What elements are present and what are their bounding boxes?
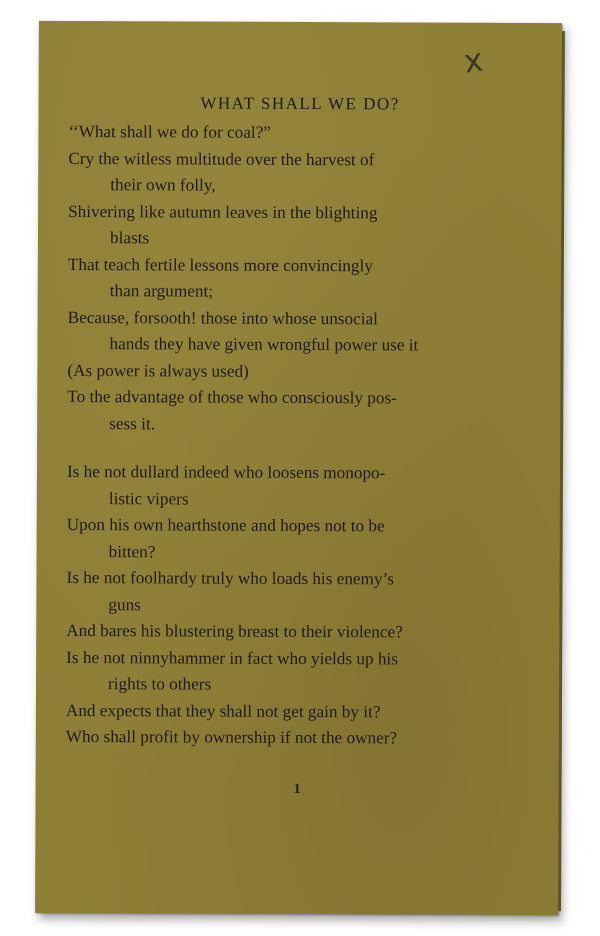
poem-line: Shivering like autumn leaves in the blighting	[68, 201, 378, 222]
poem-body	[66, 119, 539, 753]
poem-line: And bares his blustering breast to their violence?	[66, 620, 403, 642]
poem-line-continuation: listic vipers	[108, 488, 189, 509]
poem-line: Is he not dullard indeed who loosens monopo-	[66, 461, 386, 483]
poem-line-continuation: guns	[108, 594, 141, 614]
poem-line-continuation: their own folly,	[110, 175, 216, 195]
book-page	[35, 21, 562, 915]
poem-line-continuation: blasts	[109, 228, 150, 248]
page-number: 1	[293, 781, 301, 798]
poem-line-continuation: hands they have given wrongful power use it	[109, 334, 419, 355]
poem-line-continuation: rights to others	[108, 674, 212, 694]
pencil-mark: x	[461, 40, 486, 81]
poem-line: That teach fertile lessons more convincingly	[67, 254, 373, 275]
poem-line-continuation: than argument;	[109, 281, 214, 301]
stanza	[67, 119, 538, 439]
poem-line: Who shall profit by ownership if not the owner?	[65, 726, 398, 748]
poem-line: Is he not ninnyhammer in fact who yields up his	[66, 647, 398, 668]
poem-line-continuation: sess it.	[109, 413, 156, 433]
poem-line: Because, forsooth! those into whose unsocial	[67, 307, 378, 328]
stanza	[66, 459, 537, 753]
poem-line: To the advantage of those who consciously pos-	[67, 386, 397, 408]
poem-line: Upon his own hearthstone and hopes not to be	[66, 514, 385, 536]
poem-line-continuation: bitten?	[108, 541, 156, 561]
poem-line: ‘‘What shall we do for coal?”	[68, 121, 272, 142]
poem-line: And expects that they shall not get gain by it?	[65, 700, 381, 721]
poem-line: (As power is always used)	[67, 360, 249, 381]
stanza-gap	[67, 437, 537, 461]
poem-line: Cry the witless multitude over the harvest of	[68, 148, 375, 169]
poem-line: Is he not foolhardy truly who loads his enemy’s	[66, 567, 395, 589]
poem-title: WHAT SHALL WE DO?	[200, 93, 400, 114]
page-edge	[558, 31, 565, 911]
